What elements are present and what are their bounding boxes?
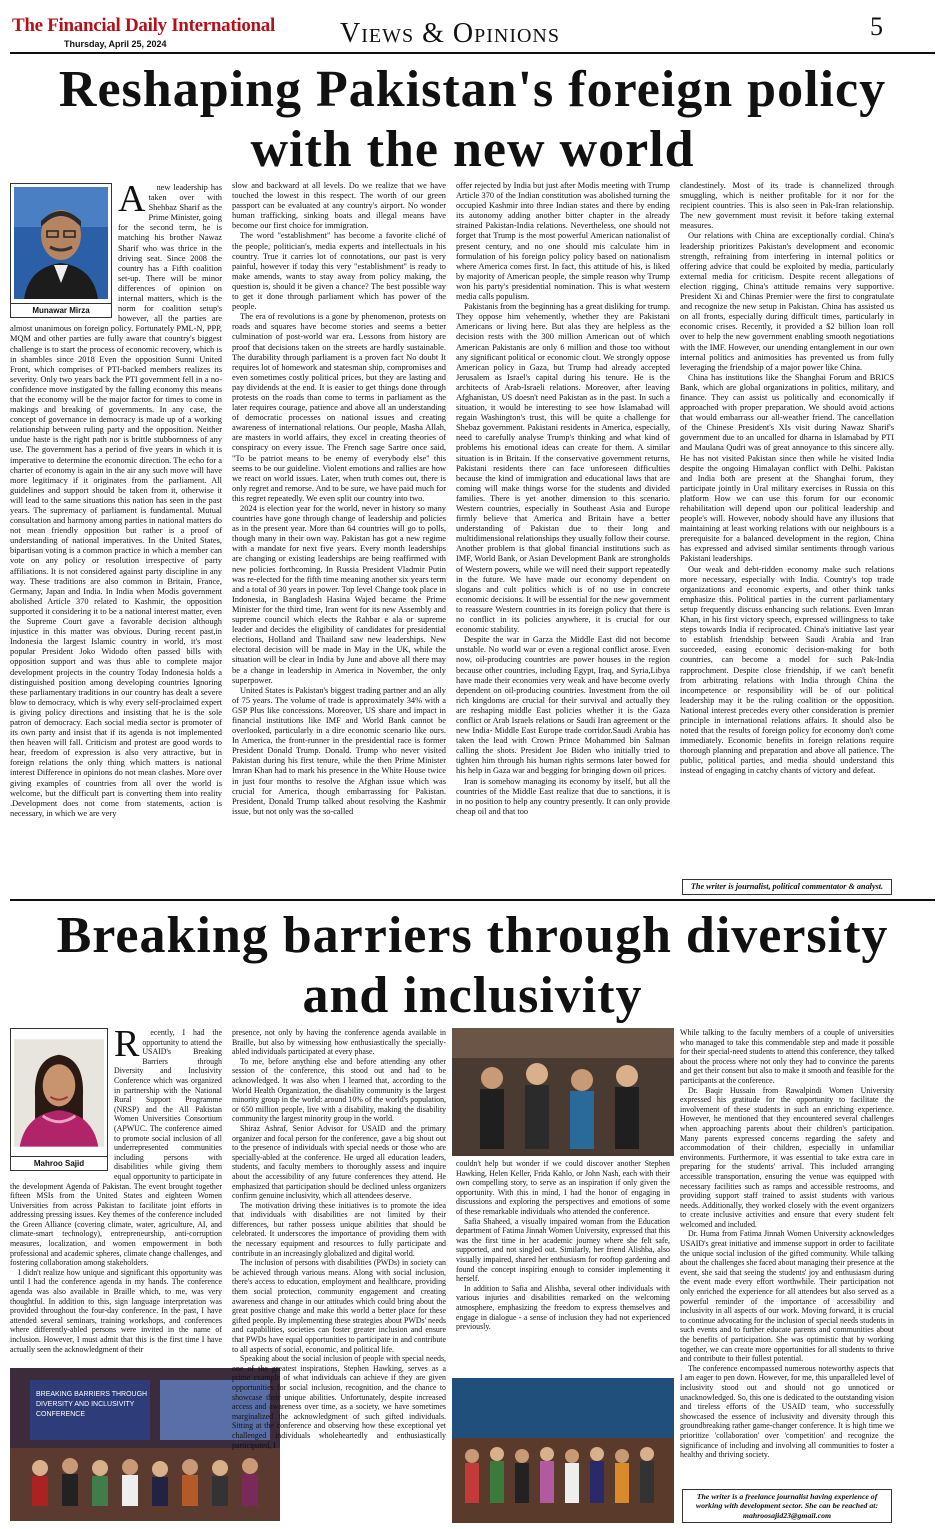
attendees-photo	[452, 1028, 674, 1156]
article1-paragraph: China has institutions like the Shanghai Forum and BRICS Bank, which are global organizations in politics, military, and finance. They can assist us politically and economically if approached with proper preparation. We should avoid actions that would embarrass our all-weather friend. The cancellation of the Chinese President's XIs visit during Nawaz Sharif's government due to an uncalled for dharna in Islamabad by PTI and Maulana Qudri was of great annoyance to this sincere ally. He has not visited Pakistan since then while he visited India despite the ongoing Himalayan conflict with Delhi. Pakistan and India both are present at the Shanghai forum, they participate jointly in Ural military exercises in Russia on this platform How we can use this forum for our economic rehabilitation will depend upon our political leadership and people's will. However, nobody should have any illusions that maintaining at least working relations with our neighbours is a prerequisite for a balanced development in the region, China has expressed and advised similar sentiments through various Pakistani leaderships.	[680, 372, 894, 564]
group-photo	[452, 1378, 674, 1523]
newspaper-name: The Financial Daily International	[12, 15, 275, 36]
article1-paragraph: clandestinely. Most of its trade is channelized through smuggling, which is neither profitable for it nor for the recipient countries. This is also seen in Pak-Iran relationship. The new government must revisit it before taking external measures.	[680, 181, 894, 231]
article1-paragraph: Our weak and debt-ridden economy make such relations more necessary, especially with India. Country's top trade organizations and economic experts, and other think tanks emphasize this. Political parties in the current parliamentary setup frequently discuss enhancing such relations. Even Imran Khan, in his first victory speech, expressed willingness to take steps towards India if reciprocated. China's initiative last year to establish friendship between Saudi Arabia and Iran succeeded, easing economic decision-making for both countries, can become a model for such Pak-India rapprochment. Despite close friendship, if we can't benefit from arbitrating relations with India through China the incompetence or responsibility will be of our political leadership may it be the ruling coalition or the opposition. National interest precedes every other consideration is premier principle in international relations affairs. It should also be noted that the results of foreign policy for economy don't come immediately. Economic benefits in foreign relations require thorough planning and preparation and above all patience. The public, political parties, and media should understand this instead of engaging in catchy chants of victory and defeat.	[680, 564, 894, 776]
article2-paragraph: Safia Shaheed, a visually impaired woman from the Education department of Fatima Jinnah Women University, expressed that this was the first time in her academic journey where she felt safe, supported, and not singled out. Similarly, her friend Alishba, also visually impaired, shared her enthusiasm for rooftop gardening and found the concept inspiring enough to consider implementing it herself.	[456, 1216, 670, 1284]
article2-dropcap: R	[114, 1023, 140, 1065]
article2-paragraph: The inclusion of persons with disabilities (PWDs) in society can be achieved through various means. Along with social inclusion, there's access to education, employment and healthcare, providing them social protection, community engagement and creating awareness and change in our attitudes which could bring about the great positive change and make this world a better place for these gifted people. By implementing these strategies about PWDs' needs and capabilities, societies can foster greater inclusion and ensure that PWDs have equal opportunities to participate in and contribute to all aspects of social, economic, and political life.	[232, 1258, 446, 1354]
article1-headline	[0, 60, 945, 180]
article1-column-2	[232, 181, 446, 893]
article2-paragraph: The conference encompassed numerous noteworthy aspects that I am eager to pen down. However, for me, this unparalleled level of inclusivity stood out and should not go unnoticed or unacknowledged. So, this one is dedicated to the outstanding vision and tireless efforts of the USAID team, who successfully showcased the essence of inclusivity and diversity through this groundbreaking rather game-changer conference. It is high time we prioritize 'collaboration' over 'competition' and recognize the significance of including and involving all communities to foster a healthy and thriving society.	[680, 1363, 894, 1460]
article1-paragraph: The word "establishment" has become a favorite cliché of the people, politician's, media experts and intellectuals in his country. True it carries lot of connotations, our past is very painful, however if today this very "establishment" is ready to make amends, wants to stay away from policy making, the question is, should it be given a chance? The best possible way to get it done through parliament which has power of the people.	[232, 231, 446, 312]
article2-paragraph: presence, not only by having the conference agenda available in Braille, but also by witnessing how enthusiastically the specially-abled individuals participated at every phase.	[232, 1028, 446, 1057]
article1-paragraph: United States is Pakistan's biggest trading partner and an ally of 75 years. The volume of trade is approximately 34% with a GSP Plus like concessions. Moreover, US share and impact in financial institutions like IMF and World Bank cannot be overlooked, particularly in a dire economic scenario like ours. In America, the front-runner in the presidential race is former President Donald Trump. Donald. Trump who never visited Pakistan during his first tenure, while the then Prime Minister Imran Khan had to mark his presence in the White House twice in just four months to resolve the Afghan issue which was crucial for America, though embarrassing for Pakistan. President, Donald Trump talked about resolving the Kashmir issue, but not only was the so-called	[232, 685, 446, 816]
group-image	[452, 1378, 674, 1523]
article1-paragraph: slow and backward at all levels. Do we realize that we have touched the lowest in this respect. The worth of our green passport can be evaluated at any country's airport. No wonder human trafficking, sinking boats and illegal means have become our first choice for immigration.	[232, 181, 446, 231]
article2-writer-note: The writer is a freelance journalist having experience of working with development sector. She can be reached at: mahroosajid23@gmail.com	[682, 1489, 892, 1523]
article2-headline-line1: Breaking barriers through diversity	[56, 907, 889, 964]
article2-paragraph: Shiraz Ashraf, Senior Advisor for USAID and the primary organizer and focal person for the conference, gave a big shout out to the presence of individuals with special needs or those who are specially-abled at the conference. He urged all education leaders, students, and faculty members to thoroughly assess and inquire about the accessibility of any future conferences they attend. He emphasized that participation should be declined unless organizers confirm genuine inclusivity, which all attendees deserve.	[232, 1123, 446, 1201]
article2-headline	[0, 906, 945, 1026]
author-name-caption: Munawar Mirza	[11, 303, 111, 316]
author-name-caption: Mahroo Sajid	[11, 1156, 107, 1169]
banner-text-line3: CONFERENCE	[36, 1411, 86, 1418]
article1-writer-note: The writer is journalist, political commentator & analyst.	[682, 879, 892, 895]
article1-paragraph: Pakistanis from the beginning has a great disliking for trump. They oppose him vehemently, whether they are Pakistani Americans or living here. But alas they are helpless as the decision rests with the 300 million American out of which American Pakistanis are only 6 million and those too without any significant political or economic clout. We strongly oppose American policy in Gaza, but Trump had already accepted Jerusalem as Israel's capital during his tenure. He is the architects of Arab-Israeli relations. Moreover, after leaving Afghanistan, US doesn't need Pakistan as in the past. In such a situation, it would be interesting to see how Islamabad will regain Washington's trust, this will be quite a challenge for Shebaz government. Pakistani residents in America, especially, need to carefully analyse Trump's thinking and what kind of problems his emotional ideas can create for them. A similar situation is in Britain. If the conservative government returns, Pakistani residents there can face unforeseen difficulties because the kind of immigration and educational laws that are coming will make things worse for the students and divided families. There is yet another dimension to this scenario. Western countries, especially in Southeast Asia and Europe firmly believe that America and Britain have a better understanding of Pakistan due to their long and multidimensional relationships they usually follow their course. Another problem is that global financial institutions such as IMF, World Bank, or Asian Development Bank are strongholds of Western powers, while we will need their support repeatedly in the future. We have made our economy dependent on slogans and cult politics which is of no use in concrete economic decisions. It will be essential for the new government to reassure Western countries in its foreign policy that there is no conflict in its policies anywhere, it is crucial for our economic stability.	[456, 302, 670, 635]
article2-paragraph: While talking to the faculty members of a couple of universities who managed to take this commendable step and made it possible for their special-need students to attend this conference, they talked about the process where not only they had to convince the parents and get their consent but also to make it smooth and feasible for the participants at the conference.	[680, 1028, 894, 1085]
article1-paragraph: Iran is somehow managing its economy by itself, but all the countries of the Middle East realize that due to sanctions, it is in no position to help any country presently. It can only provide cheap oil and that too	[456, 776, 670, 816]
article2-headline-line2: and inclusivity	[302, 967, 643, 1024]
issue-date: Thursday, April 25, 2024	[64, 39, 167, 49]
article1-paragraph: Our relations with China are exceptionally cordial. China's leadership prioritizes Pakistan's development and economic strength, refraining from interfering in internal politics or offering advice that could be exploited by media, particularly external media for criticism. Despite recent allegations of election rigging, China's attitude remains very supportive. President Xi and Chinas Premier were the first to congratulate and recognize the new setup in Pakistan. China has assisted us on all fronts, especially during difficult times, particularly in economic crises. Recently, it provided a $2 billion loan roll over to help the new government enabling smooth negotiations with the IMF. However, our unending entanglement in our own internal politics and animosities has prevented us from fully leveraging the friendship of a major power like China.	[680, 231, 894, 372]
masthead	[0, 0, 945, 52]
author-photo-mahroo	[10, 1028, 108, 1171]
article2-paragraph: ecently, I had the opportunity to attend the USAID's Breaking Barriers through Diversity and Inclusivity Conference which was organized in partnership with the National Rural Support Programme (NRSP) and the All Pakistan Women Universities Consortium (APWUC. The conference aimed to promote social inclusion of all underrepresented communities including persons with disabilities while giving them equal opportunity to participate in the development Agenda of Pakistan. The event brought together fifteen MSIs from the United States and eighteen Women Universities from across Pakistan to facilitate joint efforts in addressing pressing issues. Key themes of the conference included the Green Alliance (covering climate, water, agriculture, AI, and climate-smart technology), entrepreneurship, anti-corruption measures, localization, and women empowerment in both professional and academic spheres, climate change challenges, and fostering collaboration among stakeholders.	[10, 1028, 222, 1268]
masthead-rule	[10, 52, 935, 54]
article1-paragraph: Despite the war in Garza the Middle East did not become unstable. No world war or even a regional conflict arose. Even now, oil-producing countries are power houses in the region because other countries, including Egypt, Iraq, and Syria,Libya have made their economies very weak and have become overly dependent on oil-producing countries. Investment from the oil rich kingdoms are crucial for their survival and actually they are reshaping middle East policies whether it is the Gaza conflict or Arab Israels relations or Saudi Iran agreement or the new India- Middle East Europe trade corridor.Saudi Arabia has taken the lead with Crown Prince Mohammed bin Salman calling the shots. President Joe Biden who initially tried to tighten him through his human rights sermons later bowed for his help in Gaza war and begging for bringing down oil prices.	[456, 635, 670, 776]
article2-column-1	[10, 1023, 222, 1354]
banner-text-line2: DIVERSITY AND INCLUSIVITY	[36, 1401, 135, 1408]
article2-column-3	[456, 1159, 670, 1369]
article1-headline-line1: Reshaping Pakistan's foreign policy	[58, 61, 887, 118]
section-title: Views & Opinions	[340, 18, 560, 49]
article1-paragraph: The era of revolutions is a gone by phenomenon, protests on roads and squares have become stories and seems a better culmination of post-world war era. Lessons from history are proof that decisions taken on the streets are hardly sustainable. The durability through parliament is a proven fact No doubt It requires lot of homework and statesman ship, compromises and even sometimes costly political prices, but they are lasting and pay dividends at the end. It is easier to get things done through protests on the roads than come to terms in parliament as the later requires courage, patience and above all an understanding of democratic processes on national issues and creating awareness of international relations. Our people, Masha Allah, are masters in world affairs, they excel in creating theories of conspiracy on every issue. The French sage Sartre once said, "To be patriot means to be enemy of everybody else" this seems to be our guideline. Violent emotions and rallies are how we react on world issues. Later, when truth comes out, there is only regret and remorse. And to be sure, we have paid much for this regret repeatedly. We even split our country into two.	[232, 312, 446, 503]
article1-paragraph: offer rejected by India but just after Modis meeting with Trump Article 370 of the Indian constitution was abolished turning the occupied Kashmir into three Indian states and there by ending its autonomy adding another bitter chapter in the already strained Pakistan-India relations. Nevertheless, one should not forget that Trump is the most powerful American nationalist of present century, and no one should mis calculate him in formulation of his foreign policy policy based on nationalism where America comes first. In fact, this attitude of his, is liked by majority of American people, the simple reason why Trump won his party's presidential nomination. This is what western media calls populism.	[456, 181, 670, 302]
article1-column-1	[10, 178, 222, 893]
article2-column-4	[680, 1028, 894, 1483]
article2-paragraph: Dr. Baqir Hussain from Rawalpindi Women University expressed his gratitude for the opportunity to facilitate the involvement of these students in such an enriching experience. However, he mentioned that they encountered several challenges when approaching parents about their children's participation. Many parents expressed concerns regarding the safety and accommodation of their children, especially in unfamiliar environments. Furthermore, it was essential to take extra care in preparing for the students' arrival. This included arranging accessible transportation, ensuring the venue was equipped with necessary facilities such as ramps and accessible restrooms, and providing support staff trained to assist students with various needs. Additionally, they worked closely with the event organizers to create inclusive activities and ensure that every student felt welcomed and included.	[680, 1085, 894, 1229]
author-portrait-image	[14, 1032, 104, 1154]
article2-paragraph: couldn't help but wonder if we could discover another Stephen Hawking, Helen Keller, Frida Kahlo, or John Nash, each with their own compelling story, to serve as an inspiration if only given the opportunity. With this in mind, I had the honor of engaging in discussions and exploring the perspectives and emotions of some of these remarkable individuals who attended the conference.	[456, 1159, 670, 1216]
article-divider-rule	[10, 899, 935, 901]
article2-paragraph: Dr. Huma from Fatima Jinnah Women University acknowledges USAID's great initiative and immense support in order to facilitate the unique social inclusion of the gifted community. While talking about the challenges she faced about managing their presence at the event, she said that seeing the students' joy and enthusiasm during the event made every effort worthwhile. Their participation not only enriched the experience for all attendees but also served as a powerful reminder of the importance of accessibility and inclusivity in all aspects of our work. Moving forward, it is crucial to continue advocating for the inclusion of special needs students in such events and to further educate parents and communities about the benefits of participation. She was optimistic that by working together, we can create more opportunities for all students to thrive and contribute to their fullest potential.	[680, 1229, 894, 1364]
article1-column-3	[456, 181, 670, 893]
author-photo-munawar	[10, 183, 112, 318]
article2-paragraph: To me, before anything else and before attending any other session of the conference, this stood out and had to be acknowledged. It was also when I learned that, according to the World Health Organization, the disability community is the largest minority group in the world: around 10% of the world's population, or 650 million people, live with a disability, making the disability community the largest minority group in the world.	[232, 1056, 446, 1124]
article1-column-4	[680, 181, 894, 875]
article2-paragraph: The motivation driving these initiatives is to promote the idea that individuals with disabilities are not limited by their differences, but rather possess unique abilities that should be celebrated. It underscores the importance of providing them with the necessary equipment and resources to fully participate and contribute in an increasingly globalized and digital world.	[232, 1200, 446, 1258]
page-number: 5	[870, 12, 883, 41]
article1-paragraph: new leadership has taken over with Shehbaz Sharif as the Prime Minister, going for the second term, he is matching his brother Nawaz Sharif who was thrice in the driving seat. Since 2008 the country has a Fifth coalition set-up. There will be minor differences of opinion on internal matters, which is the norm for coalition setup's however, all the parties are almost unanimous on foreign policy. Fortunately PML-N, PPP, MQM and other parties are fully aware that country's biggest challenge is to start the process of economic recovery, which is in shambles since 2018 Even the opposition Sunni United Front, which comprises of PTI-backed members realizes its severity. Only two years back the PTI government fell in a no-confidence move instigated by the falling economy this means that the economy will be the major factor for times to come in makings and breaking of governments. In any case, the concept of governance in democracy is made up of a working relationship between ruling party and the opposition. Neither undue haste is the right path nor is brittle stubbornness of any use. The government has a period of five years in which it is imperative to determine the economic direction. The echo for a charter of economy is again in the air any such move will have more legitimacy if it originates from the parliament. All guidelines and support should be taken from it, otherwise it will lead to the same situations this nation has seen in the past years. The supremacy of parliament is fundamental. Mutual consultation and harmony among parties in national matters do not mean friendly opposition but rather is a proof of understanding of national imperatives. In the United States, bipartisan voting is a common practice in which a member can vote on any policy or resolution irrespective of party affiliations. It is not considered against party discipline in any way. These traditions are also common in Britain, France, Germany, Japan and India. In India when Modis government abolished Article 370 related to Kashmir, the opposition supported it considering it to be a national interest matter, even the Supreme Court gave a favorable decision although injustice in this matter was obvious. During recent past,in Indonesia the largest Islamic country in world, it's most popular President Joko Widodo often passed bills with opposition support and was thus able to complete major development projects in the country Today Indonesia holds a distinguished position among developing countries Ignoring these parliamentary traditions in our country has dealt a severe blow to democracy, which is why every self-proclaimed expert is giving policy directions and insisting that he is the sole patron of democracy. Each social media sector is promoter of its own party and insist that if its agenda is not implemented then heaven will fall. Criticism and protest are good words to hear, freedom of expression is also very attractive, but in foreign relations the only thing which matters is national interest Difference in opinions do not mean clashes. More over giving examples of countries from all over the world is welcome, but the difficult part is converting them into reality .Development does not come from statements, action is necessary, in which we are very	[10, 183, 222, 818]
article2-paragraph: In addition to Safia and Alishba, several other individuals with various injuries and disabilities remarked on the welcoming atmosphere, emphasizing the freedom to express themselves and engage in dialogue - a sense of inclusion they had not experienced previously.	[456, 1283, 670, 1332]
attendees-image	[452, 1028, 674, 1156]
article2-paragraph: I didn't realize how unique and significant this opportunity was until I had the conference agenda in my hands. The conference agenda was also available in Braille which, to me, was very thoughtful. In addition to this, sign language interpretation was provided throughout the four-day conference. In the past, I have attended several seminars, training workshops, and conferences where differently-abled persons were invited in the name of inclusion. However, I must admit that this is the first time I have actually seen the acknowledgment of their	[10, 1267, 222, 1354]
article2-column-2	[232, 1028, 446, 1523]
article1-dropcap: A	[118, 178, 146, 220]
article2-paragraph: Speaking about the social inclusion of people with special needs, one of the greatest inspirations, Stephen Hawking, serves as a prime example of what individuals can achieve if they are given opportunities for social inclusion, recognition, and the chance to showcase their unique abilities. Unfortunately, despite increased access and awareness over time, as a society, we have sometimes marginalized the acknowledgment of such gifted individuals. Sitting at the conference and observing how these exceptional yet challenged individuals wholeheartedly and enthusiastically participated, I	[232, 1354, 446, 1450]
article1-headline-line2: with the new world	[250, 121, 695, 178]
author-portrait-image	[14, 187, 108, 299]
banner-text-line1: BREAKING BARRIERS THROUGH	[36, 1391, 148, 1398]
article1-paragraph: 2024 is election year for the world, never in history so many countries have gone through change of leadership and policies as in the present year. More than 64 countries will go to polls, though many in their own way. Pakistan has got a new regime with a mandate for next five years. Every month leaderships are changing or existing leaderships are being reaffirmed with new policies forthcoming. In Russia President Vladmir Putin was re-elected for the fifth time meaning another six years term and a total of 30 years in power. Top level Change took place in Indonesia, in Bangladesh Hasina Wajed became the Prime Minister for the third time, Iran went for its new Assembly and supreme council which elects the Rahbar e ala or supreme leader and decides the eligibility of candidates for presidential elections, Holland and Thailand saw new leaderships. New electoral decision will be made in May in the UK, while the situation will be clear in India by June and above all there may be a change in leadership in America in November, the only superpower.	[232, 504, 446, 685]
